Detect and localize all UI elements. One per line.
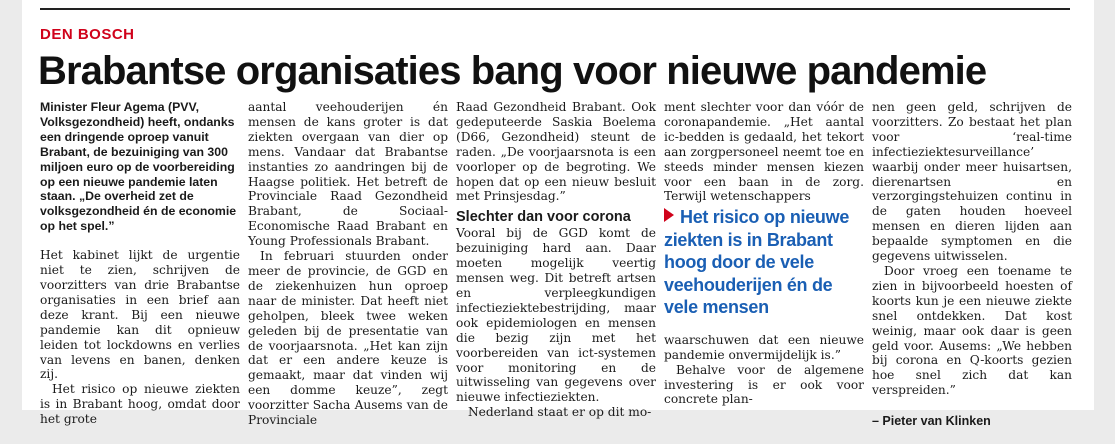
top-rule bbox=[40, 8, 1070, 10]
byline: – Pieter van Klinken bbox=[872, 414, 991, 429]
body-paragraph: nen geen geld, schrijven de voorzitters. Zo bestaat het plan voor ‘real-time infectieziektesurveillance’ waarbij onder meer huisartsen, dierenartsen en verzorgingstehuizen continu in de gaten houden hoeveel mensen en dieren lijden aan bepaalde symptomen en die gegevens uitwisselen. bbox=[872, 100, 1072, 264]
body-paragraph: ment slechter voor dan vóór de coronapandemie. „Het aantal ic-bedden is gedaald, het tekort aan zorgpersoneel neemt toe en steeds minder mensen kiezen voor een baan in de zorg. Terwijl wetenschappers bbox=[664, 100, 864, 204]
body-paragraph: Het kabinet lijkt de urgentie niet te zien, schrijven de voorzitters van drie Brabantse organisaties in een brief aan deze krant. Bij een nieuwe pandemie kan dit opnieuw leiden tot lockdowns en verlies van levens en banen, denken zij. bbox=[40, 248, 240, 382]
body-paragraph: Behalve voor de algemene investering is er ook voor concrete plan- bbox=[664, 362, 864, 407]
column-2 bbox=[248, 100, 448, 428]
body-paragraph: Vooral bij de GGD komt de bezuiniging hard aan. Daar moeten mogelijk veertig mensen weg. Dit betreft artsen en verpleegkundigen infectieziektebestrijding, maar ook epidemiologen en mensen die bezig zijn met het voorbereiden van ict-systemen voor monitoring en de uitwisseling van gegevens over nieuwe infectieziekten. bbox=[456, 226, 656, 405]
pull-quote-text: Het risico op nieuwe ziekten is in Brabant hoog door de vele veehouderijen én de vele mensen bbox=[664, 207, 850, 318]
column-1 bbox=[40, 100, 240, 427]
body-paragraph: Door vroeg een toename te zien in bijvoorbeeld hoesten of koorts kun je een nieuwe ziekte snel ontdekken. Dat kost weinig, maar ook daar is geen geld voor. Ausems: „We hebben bij corona en Q-koorts gezien hoe snel zich dat kan verspreiden.” bbox=[872, 263, 1072, 398]
column-5 bbox=[872, 100, 1072, 429]
headline: Brabantse organisaties bang voor nieuwe pandemie bbox=[38, 49, 987, 93]
kicker: DEN BOSCH bbox=[40, 26, 135, 43]
pull-quote bbox=[664, 206, 864, 319]
body-paragraph: Het risico op nieuwe ziekten is in Brabant hoog, omdat door het grote bbox=[40, 382, 240, 427]
lead-paragraph: Minister Fleur Agema (PVV, Volksgezondheid) heeft, ondanks een dringende oproep vanuit Brabant, de bezuiniging van 300 miljoen euro op de voorbereiding op een nieuwe pandemie laten staan. „De overheid zet de volksgezondheid én de economie op het spel.” bbox=[40, 100, 237, 234]
body-paragraph: Nederland staat er op dit mo- bbox=[468, 405, 652, 420]
body-paragraph: waarschuwen dat een nieuwe pandemie onvermijdelijk is.” bbox=[664, 332, 864, 362]
arrow-icon bbox=[664, 208, 674, 222]
body-paragraph: Raad Gezondheid Brabant. Ook gedeputeerde Saskia Boelema (D66, Gezondheid) steunt de raden. „De voorjaarsnota is een voorloper op de begroting. We hopen dat op een nieuw besluit met Prinsjesdag.” bbox=[456, 100, 656, 204]
body-paragraph: In februari stuurden onder meer de provincie, de GGD en de ziekenhuizen hun oproep naar de minister. Dat heeft niet geholpen, bleek twee weken geleden bij de presentatie van de voorjaarsnota. „Het kan zijn dat er een andere keuze is gemaakt, maar dat vinden wij een domme keuze”, zegt voorzitter Sacha Ausems van de Provinciale bbox=[248, 249, 448, 428]
subheading: Slechter dan voor corona bbox=[456, 209, 631, 226]
column-4 bbox=[664, 100, 864, 407]
column-3 bbox=[456, 100, 656, 420]
body-paragraph: aantal veehouderijen én mensen de kans groter is dat ziekten overgaan van dier op mens. Vandaar dat Brabantse instanties zo aandringen bij de Haagse politiek. Het betreft de Provinciale Raad Gezondheid Brabant, de Sociaal-Economische Raad Brabant en Young Professionals Brabant. bbox=[248, 100, 448, 249]
